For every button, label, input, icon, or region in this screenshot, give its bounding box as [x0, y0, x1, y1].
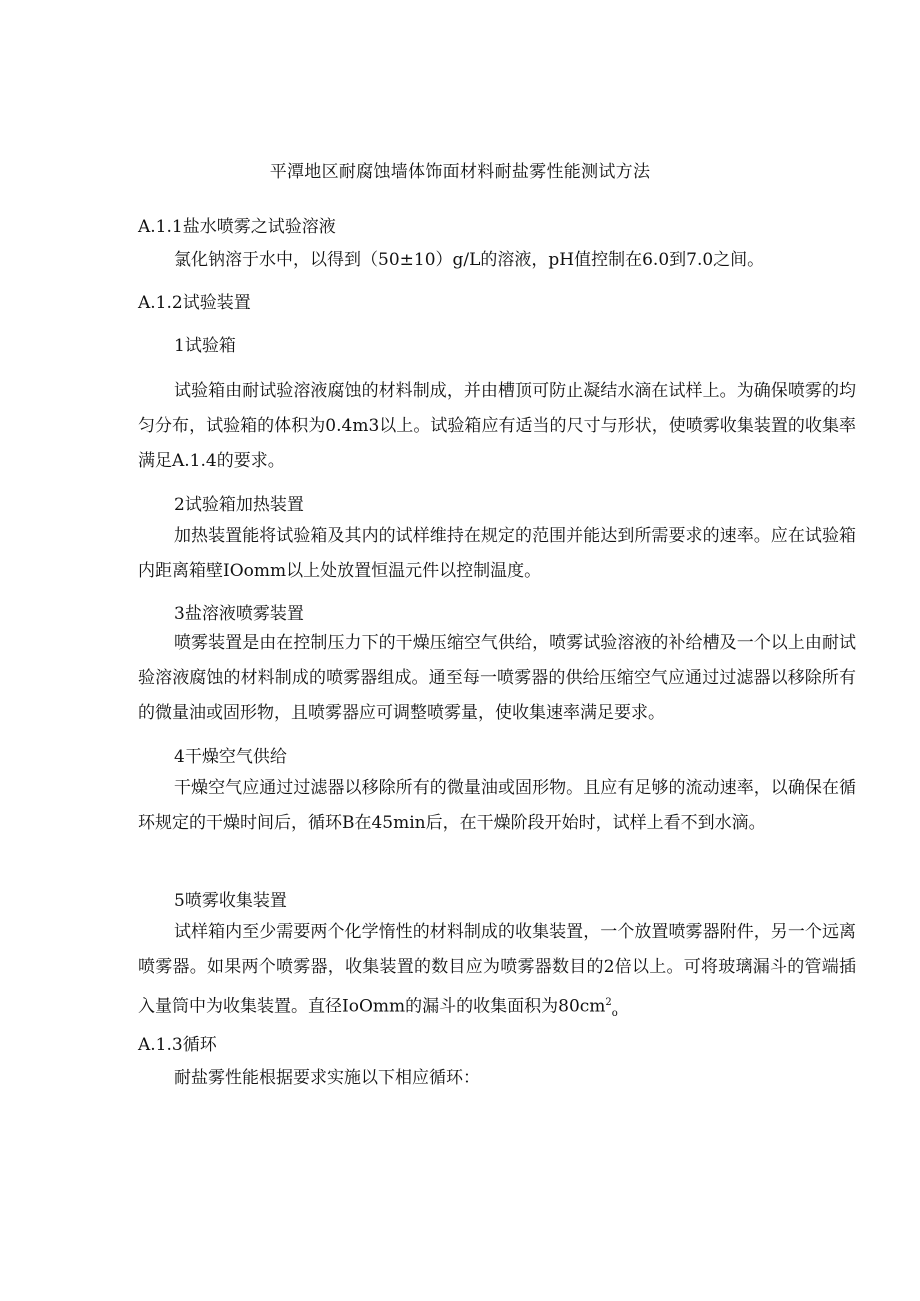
subheading-heating-device: 2试验箱加热装置 — [174, 495, 304, 515]
section-heading-a13: A.1.3循环 — [138, 1035, 217, 1055]
subheading-spray-device: 3盐溶液喷雾装置 — [174, 604, 304, 624]
paragraph-spray-device: 喷雾装置是由在控制压力下的干燥压缩空气供给，喷雾试验溶液的补给槽及一个以上由耐试验溶液腐蚀的材料制成的喷雾器组成。通至每一喷雾器的供给压缩空气应通过过滤器以移除所有的微量油或固形物，且喷雾器应可调整喷雾量，使收集速率满足要求。 — [138, 633, 856, 723]
document-title: 平潭地区耐腐蚀墙体饰面材料耐盐雾性能测试方法 — [269, 162, 651, 182]
section-body-a11: 氯化钠溶于水中，以得到（50±10）g/L的溶液，pH值控制在6.0到7.0之间。 — [174, 250, 765, 270]
paragraph-test-chamber: 试验箱由耐试验溶液腐蚀的材料制成，并由槽顶可防止凝结水滴在试样上。为确保喷雾的均匀分布，试验箱的体积为0.4m3以上。试验箱应有适当的尺寸与形状，使喷雾收集装置的收集率满足A.1.4的要求。 — [138, 381, 856, 471]
section-heading-a12: A.1.2试验装置 — [138, 293, 251, 313]
section-body-a13: 耐盐雾性能根据要求实施以下相应循环： — [174, 1068, 480, 1088]
trailing-subscript: o — [611, 1008, 618, 1020]
paragraph-spray-collector — [138, 915, 856, 1031]
paragraph-dry-air-supply: 干燥空气应通过过滤器以移除所有的微量油或固形物。且应有足够的流动速率，以确保在循环规定的干燥时间后，循环B在45min后，在干燥阶段开始时，试样上看不到水滴。 — [138, 778, 856, 833]
subheading-test-chamber: 1试验箱 — [174, 336, 236, 356]
spray-collector-text: 试样箱内至少需要两个化学惰性的材料制成的收集装置，一个放置喷雾器附件，另一个远离喷雾器。如果两个喷雾器，收集装置的数目应为喷雾器数目的2倍以上。可将玻璃漏斗的管端插入量筒中为收集装置。直径IoOmm的漏斗的收集面积为80cm — [138, 922, 856, 1017]
section-heading-a11: A.1.1盐水喷雾之试验溶液 — [138, 217, 336, 237]
area-unit-superscript: 2 — [605, 997, 612, 1008]
subheading-dry-air-supply: 4干燥空气供给 — [174, 747, 287, 767]
subheading-spray-collector: 5喷雾收集装置 — [174, 891, 287, 911]
paragraph-heating-device: 加热装置能将试验箱及其内的试样维持在规定的范围并能达到所需要求的速率。应在试验箱内距离箱壁IOomm以上处放置恒温元件以控制温度。 — [138, 526, 856, 581]
